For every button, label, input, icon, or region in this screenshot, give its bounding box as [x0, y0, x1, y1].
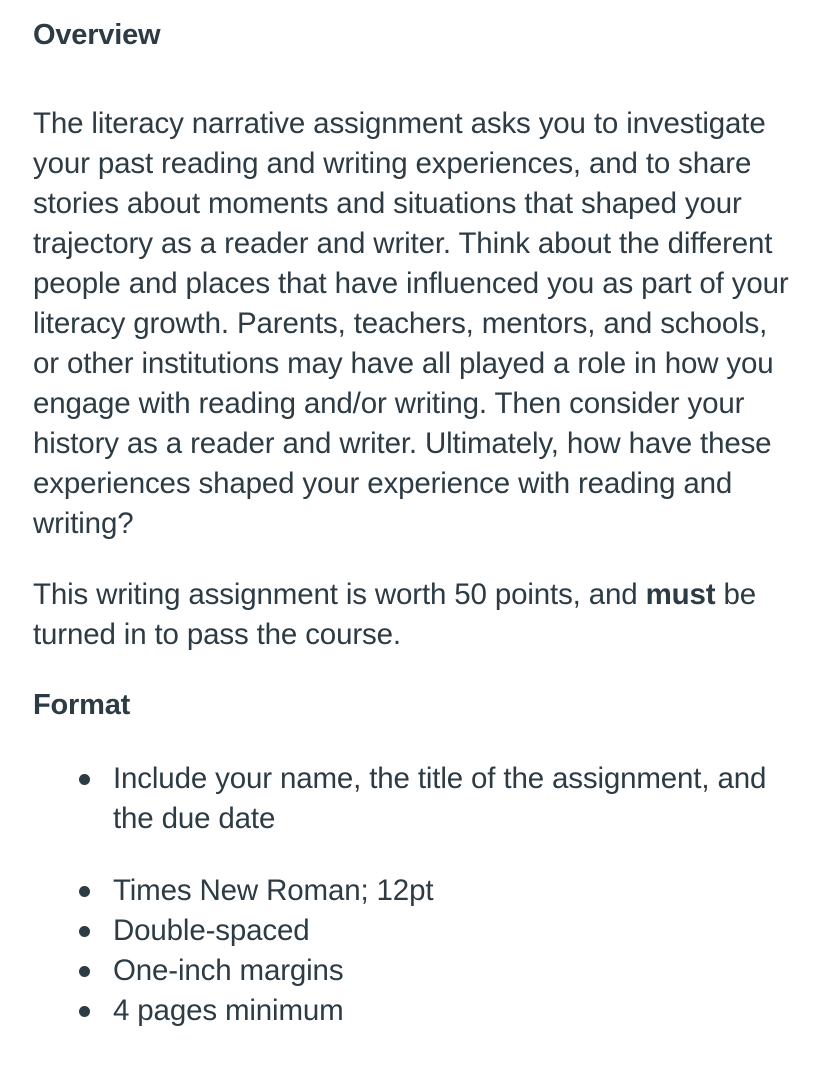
- list-item-text: Times New Roman; 12pt: [113, 874, 434, 907]
- bullet-icon: [79, 1006, 90, 1017]
- bullet-icon: [79, 886, 90, 897]
- list-item: [113, 991, 794, 1031]
- bullet-icon: [79, 774, 90, 785]
- list-item-text: Double-spaced: [113, 914, 310, 947]
- points-note-emphasis: must: [645, 578, 716, 611]
- list-item-text: Include your name, the title of the assignment, and the due date: [113, 762, 767, 835]
- points-note-text-end: be turned in to pass the course.: [33, 578, 757, 651]
- format-heading: Format: [33, 689, 131, 721]
- format-list: [33, 759, 794, 839]
- points-note-text: This writing assignment is worth 50 points, and: [33, 578, 646, 611]
- bullet-icon: [79, 966, 90, 977]
- list-item-text: 4 pages minimum: [113, 994, 344, 1027]
- list-item: [113, 759, 794, 839]
- bullet-icon: [79, 926, 90, 937]
- list-item: [113, 871, 794, 911]
- format-list-specs: [33, 871, 794, 1031]
- list-item-text: One-inch margins: [113, 954, 344, 987]
- overview-heading: Overview: [33, 19, 161, 51]
- list-item: [113, 951, 794, 991]
- overview-paragraph: The literacy narrative assignment asks you to investigate your past reading and writing experiences, and to share stories about moments and situations that shaped your trajectory as a reader and writer. Think about the different people and places that have influenced you as part of your literacy growth. Parents, teachers, mentors, and schools, or other institutions may have all played a role in how you engage with reading and/or writing. Then consider your history as a reader and writer. Ultimately, how have these experiences shaped your experience with reading and writing?: [33, 107, 789, 540]
- points-note: [33, 575, 794, 655]
- list-item: [113, 911, 794, 951]
